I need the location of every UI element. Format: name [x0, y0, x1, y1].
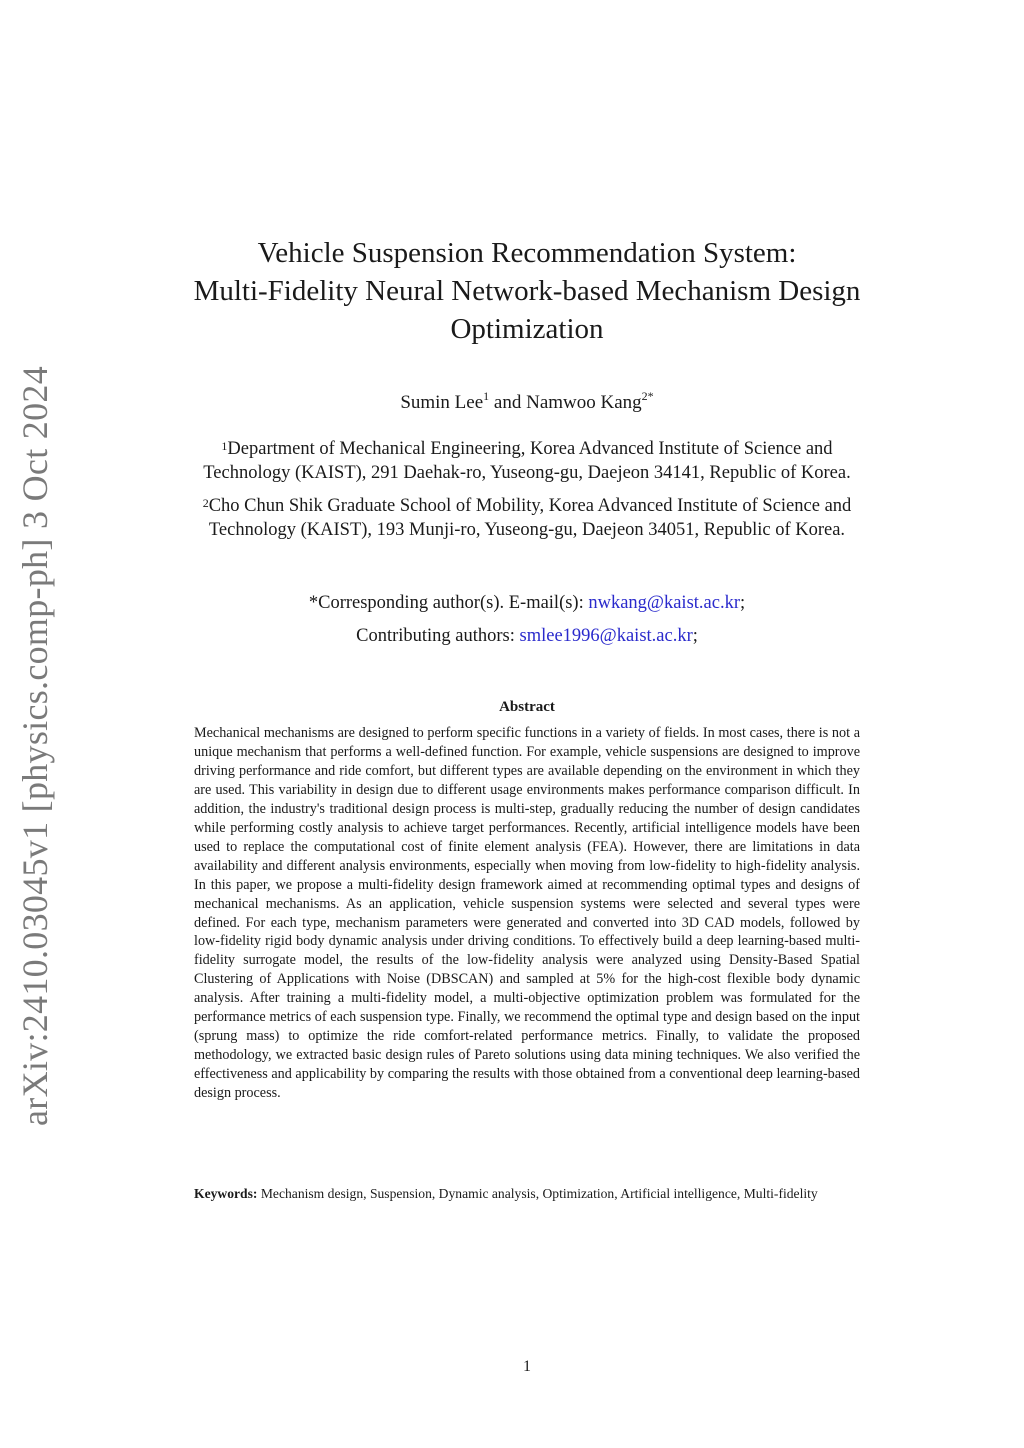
paper-title	[150, 234, 904, 348]
contributing-email-link[interactable]: smlee1996@kaist.ac.kr	[519, 626, 693, 646]
arxiv-identifier-stamp: arXiv:2410.03045v1 [physics.comp-ph] 3 Oct 2024	[15, 366, 55, 1126]
corresponding-author-line	[150, 593, 904, 614]
affiliation-text: Cho Chun Shik Graduate School of Mobility, Korea Advanced Institute of Science and	[208, 496, 852, 516]
title-line-2: Multi-Fidelity Neural Network-based Mechanism Design	[193, 275, 861, 307]
page-number: 1	[523, 1358, 531, 1375]
contributing-authors-line	[150, 626, 904, 647]
separator: ;	[740, 593, 746, 613]
abstract-heading: Abstract	[499, 699, 555, 715]
title-line-1: Vehicle Suspension Recommendation System:	[257, 237, 797, 269]
author-list	[150, 389, 904, 414]
title-line-3: Optimization	[450, 313, 604, 345]
author-affiliation-mark: 2*	[641, 389, 654, 403]
affiliation-text: Technology (KAIST), 193 Munji-ro, Yuseong-gu, Daejeon 34051, Republic of Korea.	[208, 520, 846, 540]
affiliation-2	[150, 494, 904, 542]
keywords-label: Keywords:	[194, 1186, 258, 1201]
author-affiliation-mark: 1	[483, 389, 490, 403]
corresponding-email-link[interactable]: nwkang@kaist.ac.kr	[588, 593, 740, 613]
separator: ;	[692, 626, 698, 646]
keywords	[194, 1185, 860, 1202]
corresponding-label: *Corresponding author(s). E-mail(s):	[308, 593, 589, 613]
contributing-label: Contributing authors:	[356, 626, 520, 646]
affiliation-text: Department of Mechanical Engineering, Korea Advanced Institute of Science and	[227, 439, 833, 459]
affiliation-mark: 1	[221, 439, 228, 453]
abstract-text: Mechanical mechanisms are designed to perform specific functions in a variety of fields. In most cases, there is not a unique mechanism that performs a well-defined function. For example, vehicle suspensions are designed to improve driving performance and ride comfort, but different types are available depending on the environment in which they are used. This variability in design due to different usage environments makes performance comparison difficult. In addition, the industry's traditional design process is multi-step, gradually reducing the number of design candidates while performing costly analysis to achieve target performances. Recently, artificial intelligence models have been used to replace the computational cost of finite element analysis (FEA). However, there are limitations in data availability and different analysis environments, especially when moving from low-fidelity to high-fidelity analysis. In this paper, we propose a multi-fidelity design framework aimed at recommending optimal types and designs of mechanical mechanisms. As an application, vehicle suspension systems were selected and several types were defined. For each type, mechanism parameters were generated and converted into 3D CAD models, followed by low-fidelity rigid body dynamic analysis under driving conditions. To effectively build a deep learning-based multi-fidelity surrogate model, the results of the low-fidelity analysis were analyzed using Density-Based Spatial Clustering of Applications with Noise (DBSCAN) and sampled at 5% for the high-cost flexible body dynamic analysis. After training a multi-fidelity model, a multi-objective optimization problem was formulated for the performance metrics of each suspension type. Finally, we recommend the optimal type and design based on the input (sprung mass) to optimize the ride comfort-related performance metrics. Finally, to validate the proposed methodology, we extracted basic design rules of Pareto solutions using data mining techniques. We also verified the effectiveness and applicability by comparing the results with those obtained from a conventional deep learning-based design process.	[194, 725, 860, 1102]
author-name: Namwoo Kang	[526, 392, 642, 413]
keywords-text: Mechanism design, Suspension, Dynamic analysis, Optimization, Artificial intelligence, Multi-fidelity	[257, 1186, 818, 1201]
author-name: Sumin Lee	[400, 392, 484, 413]
affiliation-1	[150, 437, 904, 485]
author-conjunction: and	[489, 392, 527, 413]
affiliation-mark: 2	[202, 496, 209, 510]
affiliation-text: Technology (KAIST), 291 Daehak-ro, Yuseong-gu, Daejeon 34141, Republic of Korea.	[203, 463, 851, 483]
